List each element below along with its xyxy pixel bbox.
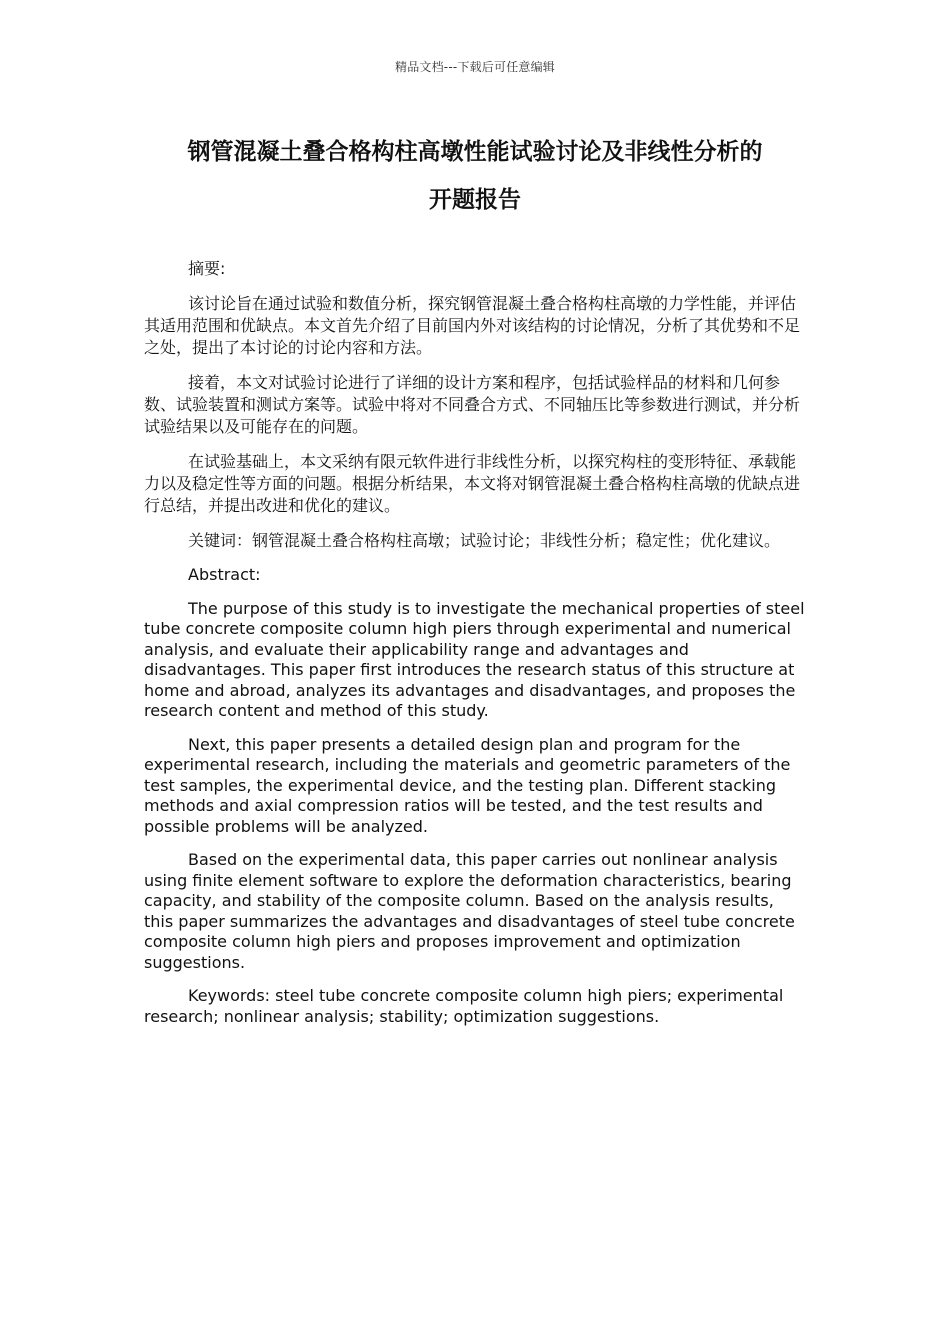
document-body [144, 258, 808, 1040]
chinese-abstract-label: 摘要: [188, 259, 226, 278]
chinese-paragraph-3: 在试验基础上，本文采纳有限元软件进行非线性分析，以探究构柱的变形特征、承载能力以及稳定性等方面的问题。根据分析结果，本文将对钢管混凝土叠合格构柱高墩的优缺点进行总结，并提出改进和优化的建议。 [144, 452, 801, 515]
document-title [130, 128, 820, 224]
english-paragraph-1: The purpose of this study is to investigate the mechanical properties of steel tube concrete composite column high piers through experimental and numerical analysis, and evaluate their applicability range and advantages and disadvantages. This paper first introduces the research status of this structure at home and abroad, analyzes its advantages and disadvantages, and proposes the research content and method of this study. [144, 598, 805, 720]
page-header: 精品文档---下载后可任意编辑 [395, 60, 555, 74]
english-keywords: Keywords: steel tube concrete composite column high piers; experimental research; nonlinear analysis; stability; optimization suggestions. [144, 986, 784, 1026]
english-paragraph-3: Based on the experimental data, this paper carries out nonlinear analysis using finite element software to explore the deformation characteristics, bearing capacity, and stability of the composite column. Based on the analysis results, this paper summarizes the advantages and disadvantages of steel tube concrete composite column high piers and proposes improvement and optimization suggestions. [144, 850, 795, 972]
english-abstract-label: Abstract: [188, 565, 261, 584]
document-title-line-1: 钢管混凝土叠合格构柱高墩性能试验讨论及非线性分析的 [187, 139, 763, 165]
chinese-paragraph-1: 该讨论旨在通过试验和数值分析，探究钢管混凝土叠合格构柱高墩的力学性能，并评估其适用范围和优缺点。本文首先介绍了目前国内外对该结构的讨论情况，分析了其优势和不足之处，提出了本讨论的讨论内容和方法。 [144, 294, 801, 357]
chinese-keywords: 关键词：钢管混凝土叠合格构柱高墩；试验讨论；非线性分析；稳定性；优化建议。 [188, 531, 781, 550]
chinese-paragraph-2: 接着，本文对试验讨论进行了详细的设计方案和程序，包括试验样品的材料和几何参数、试验装置和测试方案等。试验中将对不同叠合方式、不同轴压比等参数进行测试，并分析试验结果以及可能存在的问题。 [144, 373, 801, 436]
document-title-line-2: 开题报告 [429, 187, 521, 213]
english-paragraph-2: Next, this paper presents a detailed design plan and program for the experimental research, including the materials and geometric parameters of the test samples, the experimental device, and the testing plan. Different stacking methods and axial compression ratios will be tested, and the test results and possible problems will be analyzed. [144, 734, 791, 836]
